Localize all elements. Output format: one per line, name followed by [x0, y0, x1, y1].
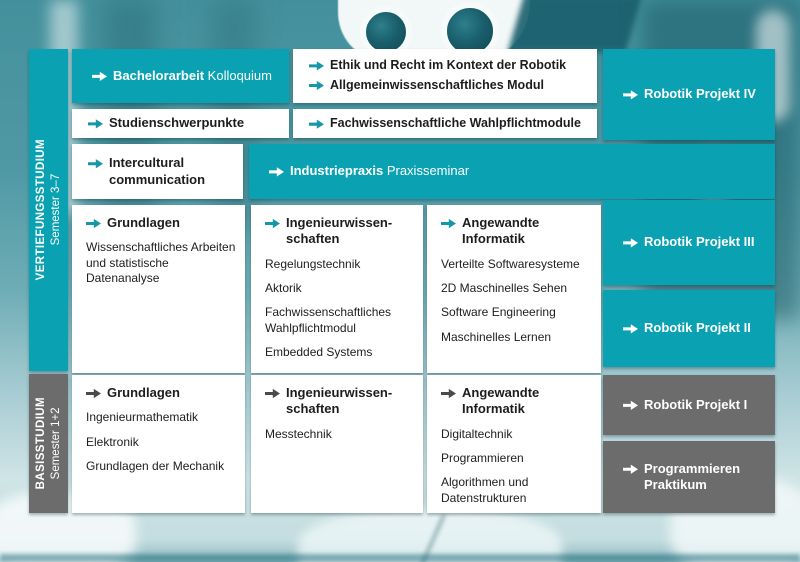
module-item: Elektronik: [86, 434, 139, 449]
module-label-bold: Industriepraxis: [290, 163, 384, 179]
section-title: VERTIEFUNGSSTUDIUM: [34, 139, 47, 281]
project-label: Robotik Projekt I: [644, 396, 748, 412]
module-bachelorarbeit-kolloquium: [72, 49, 289, 103]
bg-dark-wedge: [508, 0, 643, 52]
module-item: Verteilte Softwaresysteme: [441, 256, 580, 271]
module-item: 2D Maschinelles Sehen: [441, 280, 568, 295]
module-label-regular: Praxisseminar: [386, 163, 470, 179]
module-item: Regelungstechnik: [265, 256, 361, 271]
arrow-icon: [88, 158, 103, 169]
arrow-icon: [623, 323, 638, 334]
project-label: Robotik Projekt IV: [644, 86, 756, 102]
project-robotik-1: [603, 375, 775, 435]
module-label: Fachwissenschaftliche Wahlpflichtmodule: [330, 115, 581, 130]
arrow-icon: [92, 71, 107, 82]
arrow-icon: [309, 119, 324, 130]
column-vertiefung-angewandte-informatik: [427, 205, 601, 373]
column-header: Angewandte Informatik: [462, 385, 540, 417]
arrow-icon: [623, 237, 638, 248]
module-item: Grundlagen der Mechanik: [86, 458, 225, 473]
section-band-basisstudium: [29, 374, 68, 513]
arrow-icon: [269, 166, 284, 177]
column-basis-ingenieurwissenschaften: [251, 375, 423, 513]
section-subtitle: Semester 3–7: [49, 174, 62, 246]
module-item: Embedded Systems: [265, 344, 373, 359]
module-item: Programmieren: [441, 450, 524, 465]
arrow-icon: [623, 464, 638, 475]
module-label-regular: Kolloquium: [207, 67, 272, 83]
project-label: Programmieren Praktikum: [644, 460, 741, 492]
project-robotik-4: [603, 49, 775, 140]
module-item: Aktorik: [265, 280, 302, 295]
module-item: Maschinelles Lernen: [441, 329, 552, 344]
module-label-bold: Bachelorarbeit: [113, 67, 205, 83]
project-robotik-2: [603, 290, 775, 367]
project-programmieren-praktikum: [603, 441, 775, 513]
arrow-icon: [86, 388, 101, 399]
arrow-icon: [86, 218, 101, 229]
column-basis-grundlagen: [72, 375, 245, 513]
arrow-icon: [441, 218, 456, 229]
module-item: Software Engineering: [441, 305, 556, 320]
section-title: BASISSTUDIUM: [34, 397, 47, 490]
arrow-icon: [623, 89, 638, 100]
column-basis-angewandte-informatik: [427, 375, 601, 513]
column-vertiefung-grundlagen: [72, 205, 245, 373]
project-label: Robotik Projekt III: [644, 234, 755, 250]
module-intercultural-communication: [72, 144, 243, 199]
project-robotik-3: [603, 200, 775, 285]
module-item: Digitaltechnik: [441, 426, 513, 441]
module-item: Fachwissenschaftliches Wahlpflichtmodul: [265, 305, 392, 335]
module-label: Studienschwerpunkte: [109, 115, 245, 131]
arrow-icon: [265, 388, 280, 399]
module-wahlpflichtmodule: [293, 109, 597, 138]
module-item: Ingenieurmathematik: [86, 410, 199, 425]
section-subtitle: Semester 1+2: [49, 407, 62, 480]
column-header: Grundlagen: [107, 385, 180, 400]
module-industriepraxis: [249, 144, 775, 199]
arrow-icon: [265, 218, 280, 229]
module-item: Algorithmen und Datenstrukturen: [441, 475, 529, 505]
bg-bottom-edge: [0, 554, 800, 562]
module-item: Messtechnik: [265, 426, 332, 441]
arrow-icon: [309, 80, 324, 91]
arrow-icon: [88, 118, 103, 129]
column-header: Grundlagen: [107, 215, 180, 230]
module-label: Ethik und Recht im Kontext der Robotik: [330, 58, 567, 73]
module-label: Intercultural communication: [109, 155, 206, 187]
column-header: Ingenieurwissen-schaften: [286, 215, 393, 247]
arrow-icon: [623, 400, 638, 411]
module-item: Wissenschaftliches Arbeiten und statistische Datenanalyse: [86, 240, 236, 285]
column-vertiefung-ingenieurwissenschaften: [251, 205, 423, 373]
column-header: Ingenieurwissen-schaften: [286, 385, 393, 417]
arrow-icon: [441, 388, 456, 399]
project-label: Robotik Projekt II: [644, 320, 751, 336]
module-ethik-allgemein: [293, 49, 597, 103]
arrow-icon: [309, 60, 324, 71]
column-header: Angewandte Informatik: [462, 215, 540, 247]
module-label: Allgemeinwissenschaftliches Modul: [330, 78, 544, 92]
section-band-vertiefungsstudium: [29, 49, 68, 371]
module-studienschwerpunkte: [72, 109, 289, 138]
